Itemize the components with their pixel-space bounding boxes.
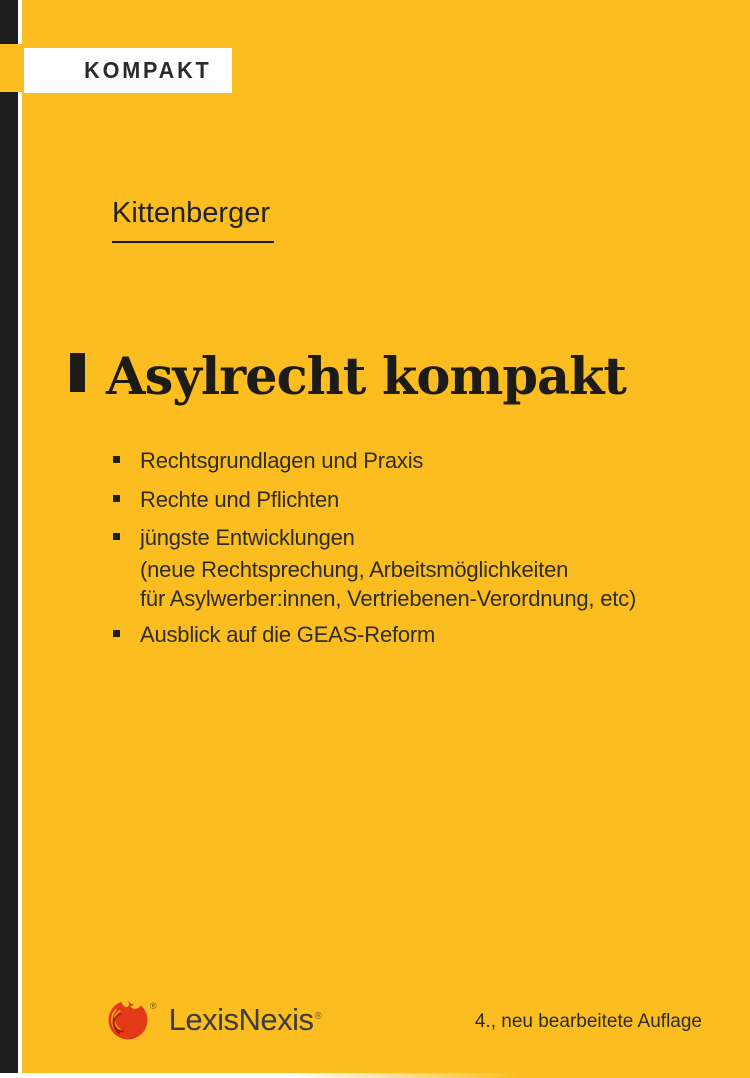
bullet-square (113, 495, 120, 502)
author-name: Kittenberger (112, 197, 270, 229)
edition-note: 4., neu bearbeitete Auflage (474, 1011, 702, 1032)
left-edge-stripe (0, 0, 18, 1073)
lexisnexis-flame-icon (108, 1000, 148, 1040)
title-marker-bar (70, 353, 85, 392)
left-edge-stripe-gap (0, 44, 22, 92)
publisher-name-text: LexisNexis (168, 1002, 314, 1037)
series-label-box (24, 48, 232, 93)
list-item: Ausblick auf die GEAS-Reform (140, 622, 436, 647)
logo-registered-mark: ® (150, 1001, 157, 1011)
list-item-continuation: für Asylwerber:innen, Vertriebenen-Verordnung, etc) (140, 586, 637, 611)
author-underline (112, 241, 274, 243)
bullet-square (113, 630, 120, 637)
bullet-square (113, 456, 120, 463)
list-item: Rechte und Pflichten (140, 487, 340, 512)
publisher-registered-mark: ® (314, 1010, 322, 1022)
list-item-continuation: (neue Rechtsprechung, Arbeitsmöglichkeiten (140, 557, 569, 582)
publisher-logo-block (108, 999, 321, 1041)
bullet-square (113, 533, 120, 540)
left-edge-separator-line (18, 0, 22, 1073)
bottom-edge-highlight (0, 1073, 520, 1078)
list-item: jüngste Entwicklungen (140, 525, 355, 550)
list-item: Rechtsgrundlagen und Praxis (140, 448, 424, 473)
book-title: Asylrecht kompakt (106, 347, 626, 407)
series-label: KOMPAKT (84, 57, 212, 83)
publisher-name (169, 1002, 322, 1038)
